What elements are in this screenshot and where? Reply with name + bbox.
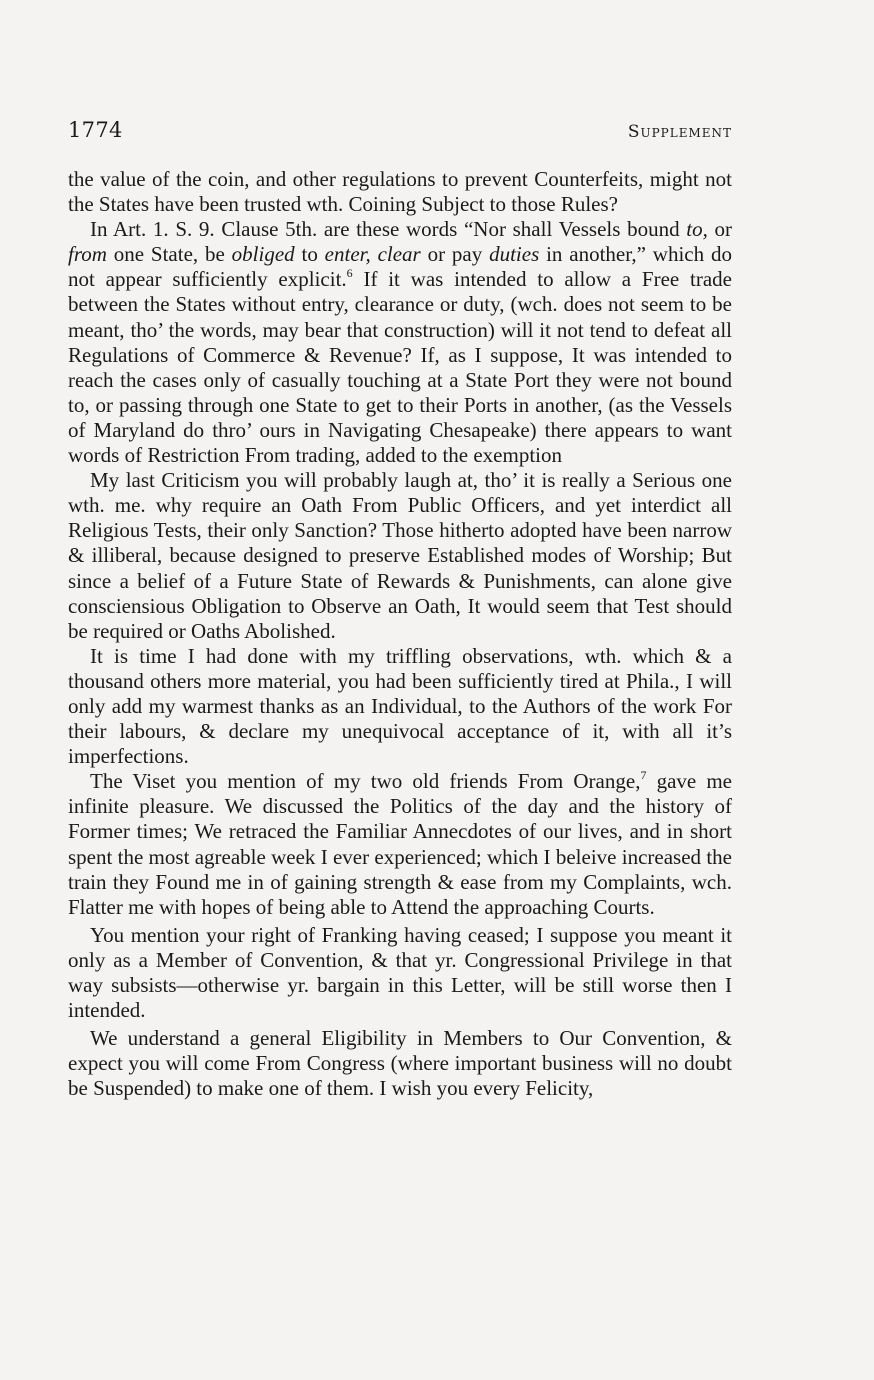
paragraph-2-text-d: to	[294, 242, 325, 267]
page-number: 1774	[68, 118, 123, 142]
italic-duties: duties	[489, 242, 540, 267]
paragraph-6: You mention your right of Franking having ceased; I suppose you meant it only as a Member of Convention, & that yr. Congressional Privilege in that way subsists—otherwise yr. bargain in this Letter, will be still worse then I intended.	[68, 922, 732, 1023]
paragraph-2-text-f: in another,” which do not appear sufficiently explicit.	[68, 242, 732, 292]
body-text	[68, 167, 732, 1101]
paragraph-2-text-b: or	[707, 217, 732, 242]
paragraph-3: My last Criticism you will probably laugh at, tho’ it is really a Serious one wth. me. why require an Oath From Public Officers, and yet interdict all Religious Tests, their only Sanction? Those hitherto adopted have been narrow & illiberal, because designed to preserve Established modes of Worship; But since a belief of a Future State of Rewards & Punishments, can alone give consciensious Obligation to Observe an Oath, It would seem that Test should be required or Oaths Abolished.	[68, 468, 732, 643]
paragraph-2	[68, 217, 732, 468]
running-head: Supplement	[627, 122, 732, 142]
italic-enter-clear: enter, clear	[324, 242, 421, 267]
paragraph-5	[68, 769, 732, 920]
italic-to: to,	[686, 217, 708, 242]
paragraph-4: It is time I had done with my triffling observations, wth. which & a thousand others more material, you had been sufficiently tired at Phila., I will only add my warmest thanks as an Individual, to the Authors of the work For their labours, & declare my unequivocal acceptance of it, with all it’s imperfections.	[68, 643, 732, 769]
paragraph-5-text-a: The Viset you mention of my two old friends From Orange,	[90, 769, 641, 794]
paragraph-7: We understand a general Eligibility in Members to Our Convention, & expect you will come From Congress (where important business will no doubt be Suspended) to make one of them. I wish you every Felicity,	[68, 1026, 732, 1101]
page-header	[68, 118, 732, 146]
paragraph-2-text-a: In Art. 1. S. 9. Clause 5th. are these words “Nor shall Vessels bound	[90, 217, 687, 242]
paragraph-2-text-g: If it was intended to allow a Free trade between the States without entry, clearance or duty, (wch. does not seem to be meant, tho’ the words, may bear that construction) will it not tend to defeat all Regulations of Commerce & Revenue? If, as I suppose, It was intended to reach the cases only of casually touching at a State Port they were not bound to, or passing through one State to get to their Ports in another, (as the Vessels of Maryland do thro’ ours in Navigating Chesapeake) there appears to want words of Restriction From trading, added to the exemption	[68, 267, 732, 468]
footnote-ref-7[interactable]: 7	[640, 768, 647, 783]
paragraph-1: the value of the coin, and other regulations to prevent Counterfeits, might not the States have been trusted wth. Coining Subject to those Rules?	[68, 167, 732, 217]
footnote-ref-6[interactable]: 6	[346, 266, 353, 281]
paragraph-2-text-e: or pay	[420, 242, 490, 267]
paragraph-5-text-b: gave me infinite pleasure. We discussed the Politics of the day and the history of Former times; We retraced the Familiar Annecdotes of our lives, and in short spent the most agreable week I ever experienced; which I beleive increased the train they Found me in of gaining strength & ease from my Complaints, wch. Flatter me with hopes of being able to Attend the approaching Courts.	[68, 769, 732, 919]
italic-from: from	[68, 242, 107, 267]
italic-obliged: obliged	[231, 242, 295, 267]
paragraph-2-text-c: one State, be	[106, 242, 232, 267]
